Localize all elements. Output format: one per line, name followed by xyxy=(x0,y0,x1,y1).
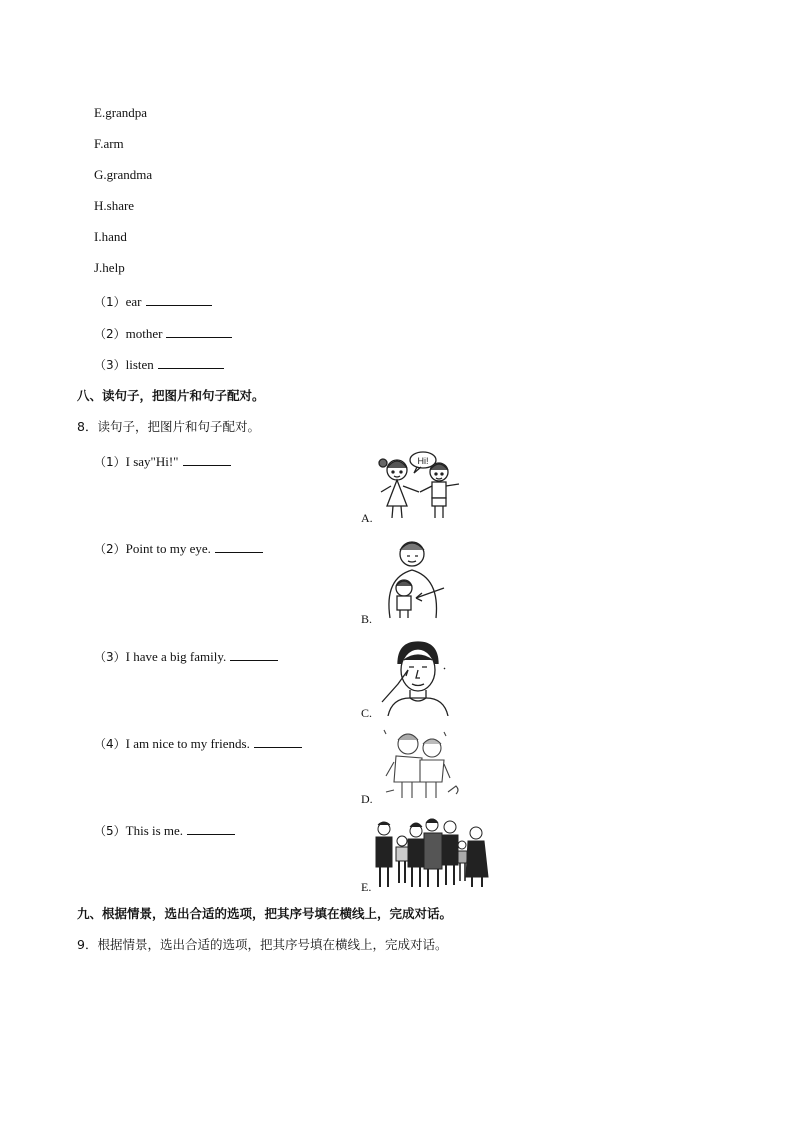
item-number: （5） xyxy=(94,824,126,838)
picture-label-d: D. xyxy=(361,792,373,806)
picture-d-friends xyxy=(380,726,464,802)
section-heading-8: 八、读句子，把图片和句子配对。 xyxy=(77,388,265,403)
answer-blank[interactable] xyxy=(166,325,232,338)
sentence-5 xyxy=(94,822,235,839)
picture-label-b: B. xyxy=(361,612,373,626)
item-word: mother xyxy=(125,326,163,341)
picture-c-man-pointing-eye xyxy=(378,640,458,716)
option-i: I.hand xyxy=(94,229,127,244)
option-h: H.share xyxy=(94,198,135,213)
picture-b-grandma-and-child xyxy=(376,538,448,620)
option-f: F.arm xyxy=(94,136,124,151)
section-heading-9: 九、根据情景，选出合适的选项，把其序号填在横线上，完成对话。 xyxy=(77,906,453,921)
item-number: （4） xyxy=(94,737,126,751)
speech-text: Hi! xyxy=(417,456,429,466)
sentence-text: I am nice to my friends. xyxy=(125,736,250,751)
item-word: ear xyxy=(125,294,142,309)
sentence-1 xyxy=(94,453,231,470)
picture-label-c: C. xyxy=(361,706,373,720)
answer-blank[interactable] xyxy=(187,822,235,835)
picture-a-children-greeting xyxy=(373,448,473,522)
sentence-text: I have a big family. xyxy=(125,649,227,664)
option-e: E.grandpa xyxy=(94,105,148,120)
answer-blank[interactable] xyxy=(158,356,224,369)
picture-label-e: E. xyxy=(361,880,372,894)
answer-blank[interactable] xyxy=(183,453,231,466)
question-8: 8．读句子，把图片和句子配对。 xyxy=(77,419,260,434)
sentence-text: This is me. xyxy=(125,823,184,838)
answer-blank[interactable] xyxy=(254,735,302,748)
question-9: 9．根据情景，选出合适的选项，把其序号填在横线上，完成对话。 xyxy=(77,937,448,952)
item-number: （2） xyxy=(94,542,126,556)
item-number: （3） xyxy=(94,650,126,664)
match-item-3 xyxy=(94,356,224,373)
answer-blank[interactable] xyxy=(215,540,263,553)
sentence-2 xyxy=(94,540,263,557)
match-item-1 xyxy=(94,293,212,310)
picture-label-a: A. xyxy=(361,511,373,525)
item-number: （3） xyxy=(94,358,126,372)
item-number: （1） xyxy=(94,455,126,469)
answer-blank[interactable] xyxy=(230,648,278,661)
match-item-2 xyxy=(94,325,232,342)
item-number: （2） xyxy=(94,327,126,341)
sentence-text: I say"Hi!" xyxy=(125,454,179,469)
option-g: G.grandma xyxy=(94,167,153,182)
sentence-3 xyxy=(94,648,278,665)
picture-e-big-family xyxy=(370,815,492,889)
answer-blank[interactable] xyxy=(146,293,212,306)
sentence-4 xyxy=(94,735,302,752)
sentence-text: Point to my eye. xyxy=(125,541,211,556)
item-word: listen xyxy=(125,357,154,372)
option-j: J.help xyxy=(94,260,125,275)
item-number: （1） xyxy=(94,295,126,309)
